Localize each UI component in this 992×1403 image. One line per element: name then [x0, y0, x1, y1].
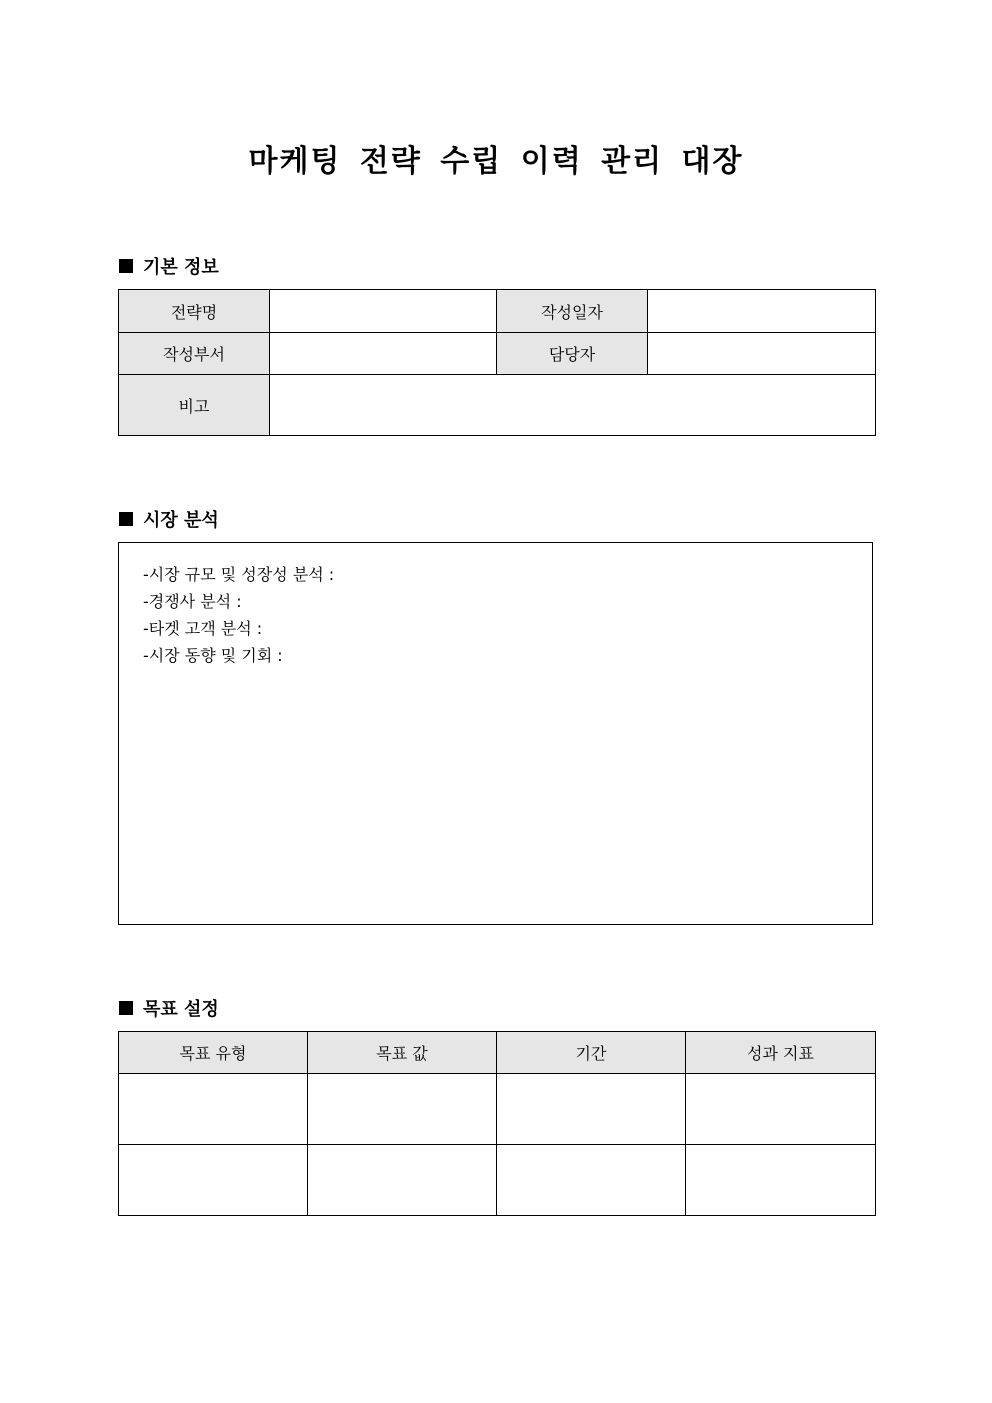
goal-setting-table — [118, 1031, 876, 1216]
section-heading-label: 기본 정보 — [143, 257, 219, 278]
label-date-written: 작성일자 — [497, 290, 648, 333]
column-header-period: 기간 — [497, 1032, 686, 1074]
field-date-written[interactable] — [648, 290, 876, 333]
section-heading-label: 목표 설정 — [143, 999, 219, 1020]
label-department: 작성부서 — [119, 333, 270, 375]
column-header-goal-type: 목표 유형 — [119, 1032, 308, 1074]
column-header-kpi: 성과 지표 — [686, 1032, 876, 1074]
section-heading-goal-setting — [119, 995, 219, 1021]
table-cell[interactable] — [119, 1145, 308, 1216]
section-heading-label: 시장 분석 — [143, 510, 219, 531]
square-bullet-icon — [119, 1001, 133, 1015]
label-remarks: 비고 — [119, 375, 270, 436]
table-cell[interactable] — [686, 1074, 876, 1145]
column-header-goal-value: 목표 값 — [308, 1032, 497, 1074]
table-cell[interactable] — [497, 1074, 686, 1145]
table-cell[interactable] — [686, 1145, 876, 1216]
market-analysis-line: -타겟 고객 분석 : — [143, 619, 263, 638]
field-person-in-charge[interactable] — [648, 333, 876, 375]
section-heading-basic-info — [119, 253, 219, 279]
document-title: 마케팅 전략 수립 이력 관리 대장 — [248, 144, 744, 179]
market-analysis-line: -시장 동향 및 기회 : — [143, 646, 283, 665]
table-row — [119, 1074, 876, 1145]
label-strategy-name: 전략명 — [119, 290, 270, 333]
label-person-in-charge: 담당자 — [497, 333, 648, 375]
field-remarks[interactable] — [270, 375, 876, 436]
market-analysis-line: -경쟁사 분석 : — [143, 592, 242, 611]
square-bullet-icon — [119, 512, 133, 526]
field-strategy-name[interactable] — [270, 290, 497, 333]
square-bullet-icon — [119, 259, 133, 273]
table-cell[interactable] — [308, 1074, 497, 1145]
market-analysis-line: -시장 규모 및 성장성 분석 : — [143, 565, 335, 584]
table-cell[interactable] — [497, 1145, 686, 1216]
section-heading-market-analysis — [119, 506, 219, 532]
market-analysis-box[interactable] — [118, 542, 873, 925]
table-cell[interactable] — [119, 1074, 308, 1145]
table-row — [119, 1145, 876, 1216]
field-department[interactable] — [270, 333, 497, 375]
basic-info-table — [118, 289, 876, 436]
table-cell[interactable] — [308, 1145, 497, 1216]
